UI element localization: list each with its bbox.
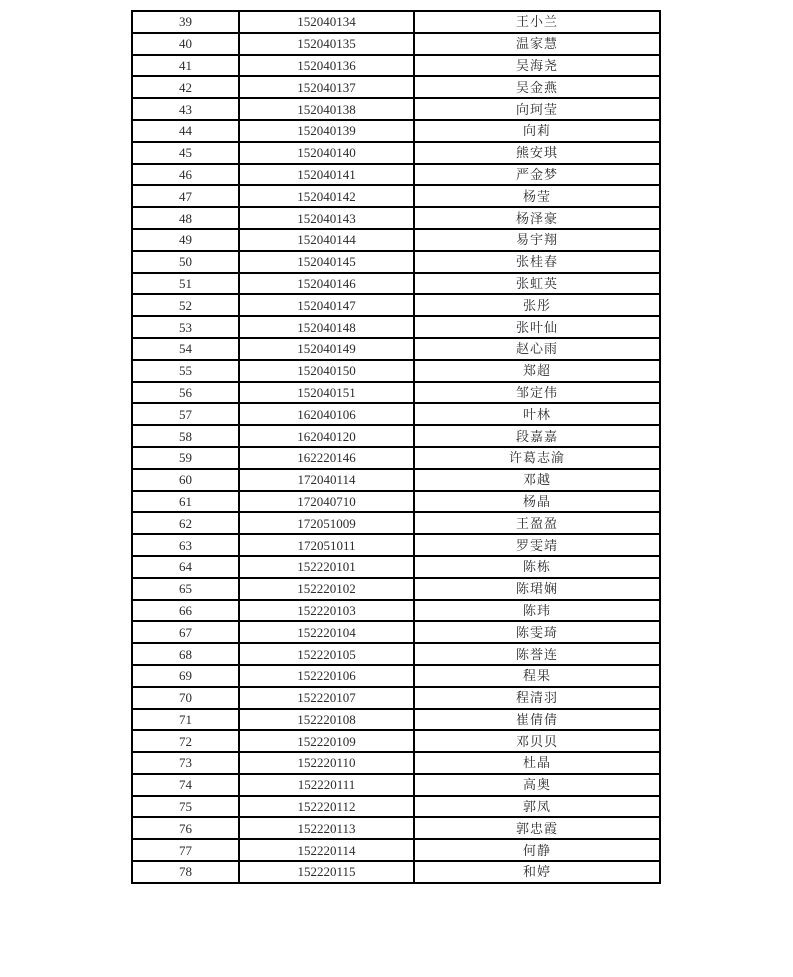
- name-cell: 邓贝贝: [414, 730, 660, 752]
- row-index-cell: 72: [132, 730, 239, 752]
- table-row: [132, 229, 660, 251]
- name-cell: 向莉: [414, 120, 660, 142]
- name-cell: 郭凤: [414, 796, 660, 818]
- name-cell: 郑超: [414, 360, 660, 382]
- student-id-cell: 152220108: [239, 709, 414, 731]
- row-index-cell: 67: [132, 621, 239, 643]
- student-id-cell: 152220115: [239, 861, 414, 883]
- name-cell: 杨莹: [414, 185, 660, 207]
- student-id-cell: 152040148: [239, 316, 414, 338]
- name-cell: 叶林: [414, 403, 660, 425]
- table-row: [132, 752, 660, 774]
- name-cell: 陈珺娴: [414, 578, 660, 600]
- student-id-cell: 152220111: [239, 774, 414, 796]
- row-index-cell: 66: [132, 600, 239, 622]
- table-row: [132, 469, 660, 491]
- name-cell: 郭忠霞: [414, 817, 660, 839]
- name-cell: 熊安琪: [414, 142, 660, 164]
- row-index-cell: 43: [132, 98, 239, 120]
- table-row: [132, 403, 660, 425]
- row-index-cell: 52: [132, 294, 239, 316]
- row-index-cell: 46: [132, 164, 239, 186]
- table-row: [132, 11, 660, 33]
- table-row: [132, 382, 660, 404]
- name-cell: 张桂春: [414, 251, 660, 273]
- table-row: [132, 578, 660, 600]
- table-row: [132, 687, 660, 709]
- table-row: [132, 730, 660, 752]
- table-row: [132, 491, 660, 513]
- table-row: [132, 534, 660, 556]
- student-id-cell: 172051011: [239, 534, 414, 556]
- row-index-cell: 73: [132, 752, 239, 774]
- student-id-cell: 152040140: [239, 142, 414, 164]
- table-row: [132, 621, 660, 643]
- row-index-cell: 48: [132, 207, 239, 229]
- name-cell: 许葛志渝: [414, 447, 660, 469]
- table-row: [132, 360, 660, 382]
- name-cell: 高奥: [414, 774, 660, 796]
- row-index-cell: 62: [132, 512, 239, 534]
- student-id-cell: 172051009: [239, 512, 414, 534]
- student-id-cell: 152040141: [239, 164, 414, 186]
- student-id-cell: 152220101: [239, 556, 414, 578]
- table-row: [132, 273, 660, 295]
- name-cell: 程果: [414, 665, 660, 687]
- student-id-cell: 152220112: [239, 796, 414, 818]
- student-id-cell: 152220105: [239, 643, 414, 665]
- name-cell: 杜晶: [414, 752, 660, 774]
- table-row: [132, 185, 660, 207]
- student-id-cell: 152220106: [239, 665, 414, 687]
- student-id-cell: 152040142: [239, 185, 414, 207]
- student-id-cell: 152040135: [239, 33, 414, 55]
- table-row: [132, 207, 660, 229]
- name-cell: 吴海尧: [414, 55, 660, 77]
- name-cell: 杨泽豪: [414, 207, 660, 229]
- student-id-cell: 172040710: [239, 491, 414, 513]
- table-row: [132, 316, 660, 338]
- row-index-cell: 68: [132, 643, 239, 665]
- row-index-cell: 59: [132, 447, 239, 469]
- student-id-cell: 152040150: [239, 360, 414, 382]
- name-cell: 易宇翔: [414, 229, 660, 251]
- row-index-cell: 47: [132, 185, 239, 207]
- name-cell: 程清羽: [414, 687, 660, 709]
- row-index-cell: 60: [132, 469, 239, 491]
- name-cell: 崔倩倩: [414, 709, 660, 731]
- name-cell: 张叶仙: [414, 316, 660, 338]
- name-cell: 王小兰: [414, 11, 660, 33]
- student-id-cell: 152040145: [239, 251, 414, 273]
- table-row: [132, 76, 660, 98]
- table-row: [132, 55, 660, 77]
- roster-table: [131, 10, 661, 884]
- table-row: [132, 643, 660, 665]
- student-id-cell: 152220104: [239, 621, 414, 643]
- name-cell: 邓越: [414, 469, 660, 491]
- row-index-cell: 50: [132, 251, 239, 273]
- name-cell: 张虹英: [414, 273, 660, 295]
- row-index-cell: 78: [132, 861, 239, 883]
- row-index-cell: 42: [132, 76, 239, 98]
- name-cell: 何静: [414, 839, 660, 861]
- row-index-cell: 39: [132, 11, 239, 33]
- row-index-cell: 51: [132, 273, 239, 295]
- table-row: [132, 142, 660, 164]
- row-index-cell: 75: [132, 796, 239, 818]
- student-id-cell: 162220146: [239, 447, 414, 469]
- row-index-cell: 54: [132, 338, 239, 360]
- row-index-cell: 69: [132, 665, 239, 687]
- student-id-cell: 152040136: [239, 55, 414, 77]
- table-row: [132, 709, 660, 731]
- row-index-cell: 40: [132, 33, 239, 55]
- student-id-cell: 152040137: [239, 76, 414, 98]
- student-id-cell: 162040106: [239, 403, 414, 425]
- row-index-cell: 61: [132, 491, 239, 513]
- row-index-cell: 57: [132, 403, 239, 425]
- row-index-cell: 53: [132, 316, 239, 338]
- name-cell: 张彤: [414, 294, 660, 316]
- student-id-cell: 172040114: [239, 469, 414, 491]
- row-index-cell: 65: [132, 578, 239, 600]
- name-cell: 和婷: [414, 861, 660, 883]
- table-row: [132, 512, 660, 534]
- student-id-cell: 152220102: [239, 578, 414, 600]
- table-row: [132, 338, 660, 360]
- name-cell: 段嘉嘉: [414, 425, 660, 447]
- name-cell: 吴金燕: [414, 76, 660, 98]
- student-id-cell: 152220110: [239, 752, 414, 774]
- table-row: [132, 425, 660, 447]
- name-cell: 罗雯靖: [414, 534, 660, 556]
- row-index-cell: 49: [132, 229, 239, 251]
- name-cell: 赵心雨: [414, 338, 660, 360]
- row-index-cell: 58: [132, 425, 239, 447]
- table-row: [132, 164, 660, 186]
- table-row: [132, 447, 660, 469]
- student-id-cell: 152040134: [239, 11, 414, 33]
- row-index-cell: 64: [132, 556, 239, 578]
- student-id-cell: 152040151: [239, 382, 414, 404]
- table-row: [132, 251, 660, 273]
- name-cell: 陈雯琦: [414, 621, 660, 643]
- name-cell: 陈玮: [414, 600, 660, 622]
- table-row: [132, 861, 660, 883]
- row-index-cell: 70: [132, 687, 239, 709]
- student-id-cell: 152040138: [239, 98, 414, 120]
- student-id-cell: 152220103: [239, 600, 414, 622]
- table-row: [132, 33, 660, 55]
- student-id-cell: 152040146: [239, 273, 414, 295]
- name-cell: 杨晶: [414, 491, 660, 513]
- table-row: [132, 774, 660, 796]
- row-index-cell: 41: [132, 55, 239, 77]
- student-id-cell: 152220114: [239, 839, 414, 861]
- table-row: [132, 556, 660, 578]
- name-cell: 温家慧: [414, 33, 660, 55]
- row-index-cell: 55: [132, 360, 239, 382]
- student-table-body: [132, 11, 660, 883]
- student-id-cell: 152040139: [239, 120, 414, 142]
- student-id-cell: 152220107: [239, 687, 414, 709]
- name-cell: 王盈盈: [414, 512, 660, 534]
- table-row: [132, 600, 660, 622]
- student-id-cell: 152040143: [239, 207, 414, 229]
- table-row: [132, 817, 660, 839]
- row-index-cell: 63: [132, 534, 239, 556]
- row-index-cell: 76: [132, 817, 239, 839]
- student-roster-table: [131, 10, 661, 884]
- student-id-cell: 152040149: [239, 338, 414, 360]
- table-row: [132, 796, 660, 818]
- table-row: [132, 839, 660, 861]
- table-row: [132, 665, 660, 687]
- table-row: [132, 98, 660, 120]
- name-cell: 向珂莹: [414, 98, 660, 120]
- row-index-cell: 45: [132, 142, 239, 164]
- table-row: [132, 294, 660, 316]
- row-index-cell: 74: [132, 774, 239, 796]
- row-index-cell: 71: [132, 709, 239, 731]
- row-index-cell: 44: [132, 120, 239, 142]
- name-cell: 严金梦: [414, 164, 660, 186]
- student-id-cell: 152040147: [239, 294, 414, 316]
- row-index-cell: 77: [132, 839, 239, 861]
- name-cell: 陈栋: [414, 556, 660, 578]
- name-cell: 陈誉连: [414, 643, 660, 665]
- table-row: [132, 120, 660, 142]
- student-id-cell: 152220109: [239, 730, 414, 752]
- student-id-cell: 152040144: [239, 229, 414, 251]
- student-id-cell: 152220113: [239, 817, 414, 839]
- row-index-cell: 56: [132, 382, 239, 404]
- student-id-cell: 162040120: [239, 425, 414, 447]
- name-cell: 邹定伟: [414, 382, 660, 404]
